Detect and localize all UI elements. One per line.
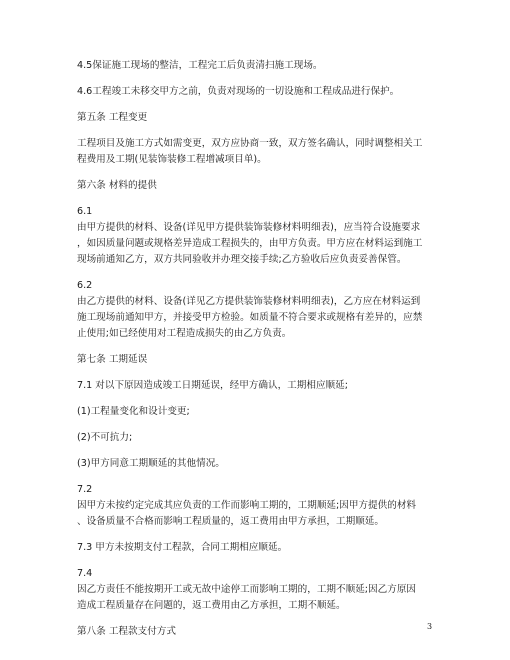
text-line: 、设备质量不合格而影响工程质量的，返工费用由甲方承担，工期顺延。 bbox=[77, 516, 384, 527]
text-line: 造成工程质量存在问题的，返工费用由乙方承担，工期不顺延。 bbox=[77, 600, 346, 611]
article-6-heading: 第六条 材料的提供 bbox=[77, 180, 157, 191]
page-number: 3 bbox=[427, 622, 433, 631]
text-line: 因乙方责任不能按期开工或无故中途停工而影响工期的，工期不顺延;因乙方原因 bbox=[77, 584, 417, 595]
text-line: 现场前通知乙方，双方共同验收并办理交接手续;乙方验收后应负责妥善保管。 bbox=[77, 254, 407, 265]
text-line: 施工现场前通知甲方，并接受甲方检验。如质量不符合要求或规格有差异的，应禁 bbox=[77, 312, 423, 323]
list-item-3: (3)甲方同意工期顺延的其他情况。 bbox=[77, 458, 225, 469]
clause-4-6: 4.6工程竣工未移交甲方之前，负责对现场的一切设施和工程成品进行保护。 bbox=[77, 86, 400, 97]
text-line: 止使用;如已经使用对工程造成损失的由乙方负责。 bbox=[77, 328, 292, 339]
clause-6-1 bbox=[77, 204, 442, 268]
document-body bbox=[77, 58, 442, 650]
clause-number: 6.2 bbox=[77, 280, 93, 291]
clause-number: 6.1 bbox=[77, 206, 93, 217]
text-line: 程费用及工期(见装饰装修工程增减项目单)。 bbox=[77, 154, 267, 165]
clause-number: 7.2 bbox=[77, 484, 93, 495]
text-line: 由乙方提供的材料、设备(详见乙方提供装饰装修材料明细表)，乙方应在材料运到 bbox=[77, 296, 421, 307]
clause-4-5: 4.5保证施工现场的整洁，工程完工后负责清扫施工现场。 bbox=[77, 60, 323, 71]
clause-7-2 bbox=[77, 482, 442, 530]
text-line: ，如因质量问题或规格差异造成工程损失的，由甲方负责。甲方应在材料运到施工 bbox=[77, 238, 423, 249]
clause-7-1: 7.1 对以下原因造成竣工日期延误，经甲方确认，工期相应顺延; bbox=[77, 380, 348, 391]
clause-7-3: 7.3 甲方未按期支付工程款，合同工期相应顺延。 bbox=[77, 542, 288, 553]
article-5-body bbox=[77, 136, 442, 168]
article-8-heading: 第八条 工程款支付方式 bbox=[77, 626, 176, 637]
text-line: 因甲方未按约定完成其应负责的工作而影响工期的，工期顺延;因甲方提供的材料 bbox=[77, 500, 417, 511]
article-5-heading: 第五条 工程变更 bbox=[77, 112, 148, 123]
article-7-heading: 第七条 工期延误 bbox=[77, 354, 148, 365]
list-item-2: (2)不可抗力; bbox=[77, 432, 133, 443]
text-line: 由甲方提供的材料、设备(详见甲方提供装饰装修材料明细表)，应当符合设施要求 bbox=[77, 222, 421, 233]
clause-7-4 bbox=[77, 566, 442, 614]
clause-6-2 bbox=[77, 278, 442, 342]
text-line: 工程项目及施工方式如需变更，双方应协商一致，双方签名确认，同时调整相关工 bbox=[77, 138, 423, 149]
clause-number: 7.4 bbox=[77, 568, 93, 579]
list-item-1: (1)工程量变化和设计变更; bbox=[77, 406, 190, 417]
